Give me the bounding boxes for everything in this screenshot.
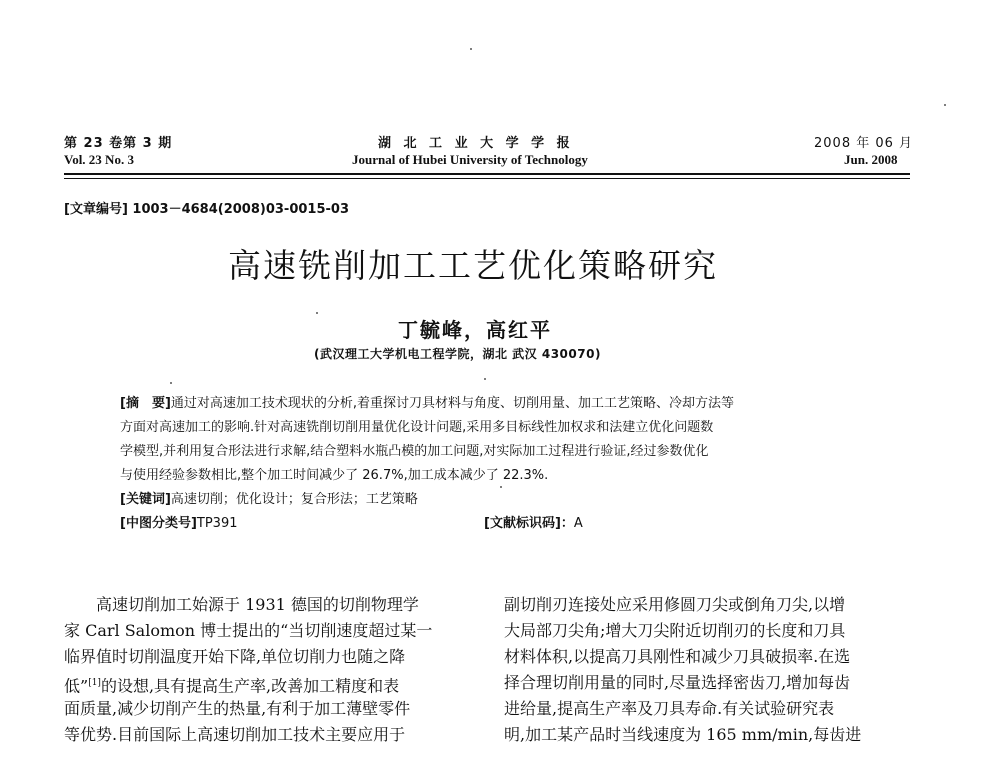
doc-code-label: [文献标识码]： — [484, 516, 574, 531]
classification-label: [中图分类号] — [120, 516, 197, 531]
body-right-line: 明,加工某产品时当线速度为 165 mm/min,每齿进 — [504, 725, 862, 744]
doc-code-value: A — [573, 516, 583, 531]
journal-title-en: Journal of Hubei University of Technology — [352, 152, 588, 167]
scan-speck — [316, 312, 318, 314]
body-column-left — [64, 592, 472, 748]
body-right-line: 材料体积,以提高刀具刚性和减少刀具破损率.在选 — [504, 647, 851, 666]
body-right-line: 择合理切削用量的同时,尽量选择密齿刀,增加每齿 — [504, 673, 851, 692]
volume-issue-cn: 第 23 卷第 3 期 — [64, 136, 173, 151]
body-left-line: 家 Carl Salomon 博士提出的“当切削速度超过某一 — [64, 621, 433, 640]
body-left-line: 高速切削加工始源于 1931 德国的切削物理学 — [64, 595, 419, 614]
body-right-line: 进给量,提高生产率及刀具寿命.有关试验研究表 — [504, 699, 835, 718]
citation-ref: [1] — [88, 678, 101, 688]
abstract-line-1: [摘 要]通过对高速加工技术现状的分析,着重探讨刀具材料与角度、切削用量、加工工艺策略、冷却方法等 — [120, 396, 735, 411]
body-column-right — [504, 592, 910, 748]
scan-speck — [470, 48, 472, 50]
classification-row — [120, 512, 880, 536]
header-rule-thin — [64, 178, 910, 179]
body-left-line: 低”[1]的设想,具有提高生产率,改善加工精度和表 — [64, 676, 400, 696]
abstract-line-4: 与使用经验参数相比,整个加工时间减少了 26.7%,加工成本减少了 22.3%. — [120, 468, 549, 483]
paper-title: 高速铣削加工工艺优化策略研究 — [228, 246, 718, 285]
authors: 丁毓峰，高红平 — [398, 318, 552, 342]
body-left-line: 等优势.目前国际上高速切削加工技术主要应用于 — [64, 725, 406, 744]
journal-title-cn: 湖 北 工 业 大 学 学 报 — [378, 136, 574, 151]
abstract-line-3: 学模型,并利用复合形法进行求解,结合塑料水瓶凸模的加工问题,对实际加工过程进行验证,经过参数优化 — [120, 444, 709, 459]
scan-speck — [944, 104, 946, 106]
scan-speck — [484, 378, 486, 380]
body-right-line: 大局部刀尖角;增大刀尖附近切削刃的长度和刀具 — [504, 621, 846, 640]
article-number: [文章编号] 1003－4684(2008)03-0015-03 — [64, 202, 349, 217]
volume-issue-en: Vol. 23 No. 3 — [64, 152, 134, 167]
issue-date-en: Jun. 2008 — [844, 152, 898, 167]
doc-code — [484, 512, 583, 536]
keywords-label: [关键词] — [120, 492, 171, 507]
keywords-text: 高速切削；优化设计；复合形法；工艺策略 — [170, 492, 418, 507]
scan-speck — [500, 486, 502, 488]
affiliation: (武汉理工大学机电工程学院，湖北 武汉 430070) — [314, 347, 601, 361]
scan-speck — [170, 382, 172, 384]
body-left-line: 面质量,减少切削产生的热量,有利于加工薄壁零件 — [64, 699, 411, 718]
body-right-line: 副切削刃连接处应采用修圆刀尖或倒角刀尖,以增 — [504, 595, 846, 614]
classification-code: TP391 — [196, 516, 238, 531]
abstract-label: [摘 要] — [120, 396, 171, 411]
keywords — [120, 488, 880, 512]
body-left-line: 临界值时切削温度开始下降,单位切削力也随之降 — [64, 647, 406, 666]
abstract — [120, 392, 880, 536]
abstract-line-2: 方面对高速加工的影响.针对高速铣削切削用量优化设计问题,采用多目标线性加权求和法建立优化问题数 — [120, 420, 714, 435]
issue-date-cn: 2008 年 06 月 — [814, 136, 914, 151]
header-rule-thick — [64, 173, 910, 175]
